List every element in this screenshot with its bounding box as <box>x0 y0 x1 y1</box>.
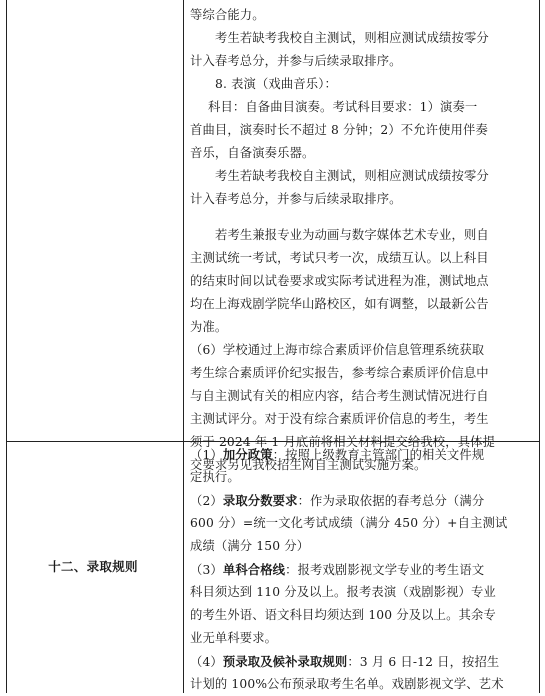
table-left-border <box>6 0 7 693</box>
list-item: （4）预录取及候补录取规则：3 月 6 日-12 日，按招生 <box>190 654 500 669</box>
list-item: （1）加分政策：按照上级教育主管部门的相关文件规 <box>190 447 485 462</box>
text-line: 为准。 <box>190 320 228 334</box>
text-line: 8. 表演（戏曲音乐）： <box>215 77 337 91</box>
text-line: 与自主测试有关的相应内容，结合考生测试情况进行自 <box>190 389 489 403</box>
text-line: 考生若缺考我校自主测试，则相应测试成绩按零分 <box>215 31 489 45</box>
text-line: 计划的 100%公布预录取考生名单。戏剧影视文学、艺术 <box>190 677 504 691</box>
text-line: 成绩（满分 150 分） <box>190 539 310 553</box>
text-line: 定执行。 <box>190 470 240 484</box>
text-line: 的结束时间以试卷要求或实际考试进程为准，测试地点 <box>190 274 489 288</box>
lower-cell-content <box>190 443 532 696</box>
list-item: （2）录取分数要求：作为录取依据的春考总分（满分 <box>190 493 485 508</box>
table-right-border <box>539 0 540 693</box>
text-line: 科目：自备曲目演奏。考试科目要求：1）演奏一 <box>208 100 478 114</box>
text-line: 科目须达到 110 分及以上。报考表演（戏剧影视）专业 <box>190 585 496 599</box>
text-line: （6）学校通过上海市综合素质评价信息管理系统获取 <box>190 343 485 357</box>
text-line: 须于 2024 年 1 月底前将相关材料提交给我校，具体提 <box>190 435 496 449</box>
text-line: 交要求另见我校招生网自主测试实施方案。 <box>190 458 427 472</box>
text-line: 音乐，自备演奏乐器。 <box>190 146 315 160</box>
text-line: 业无单科要求。 <box>190 631 278 645</box>
table-column-divider <box>183 0 184 693</box>
text-line: 考生若缺考我校自主测试，则相应测试成绩按零分 <box>215 169 489 183</box>
text-line: 若考生兼报专业为动画与数字媒体艺术专业，则自 <box>215 228 489 242</box>
list-item: （3）单科合格线：报考戏剧影视文学专业的考生语文 <box>190 562 485 577</box>
text-line: 等综合能力。 <box>190 8 265 22</box>
text-line: 计入春考总分，并参与后续录取排序。 <box>190 54 402 68</box>
text-line: 计入春考总分，并参与后续录取排序。 <box>190 192 402 206</box>
upper-cell-content <box>190 4 532 477</box>
text-line: 600 分）=统一文化考试成绩（满分 450 分）+自主测试 <box>190 516 508 530</box>
text-line: 主测试统一考试，考试只考一次，成绩互认。以上科目 <box>190 251 489 265</box>
text-line: 主测试评分。对于没有综合素质评价信息的考生，考生 <box>190 412 489 426</box>
text-line: 考生综合素质评价纪实报告，参考综合素质评价信息中 <box>190 366 489 380</box>
text-line: 首曲目，演奏时长不超过 8 分钟；2）不允许使用伴奏 <box>190 123 488 137</box>
text-line: 均在上海戏剧学院华山路校区，如有调整，以最新公告 <box>190 297 489 311</box>
section-label-admission-rules: 十二、录取规则 <box>48 559 138 574</box>
text-line: 的考生外语、语文科目均须达到 100 分及以上。其余专 <box>190 608 496 622</box>
